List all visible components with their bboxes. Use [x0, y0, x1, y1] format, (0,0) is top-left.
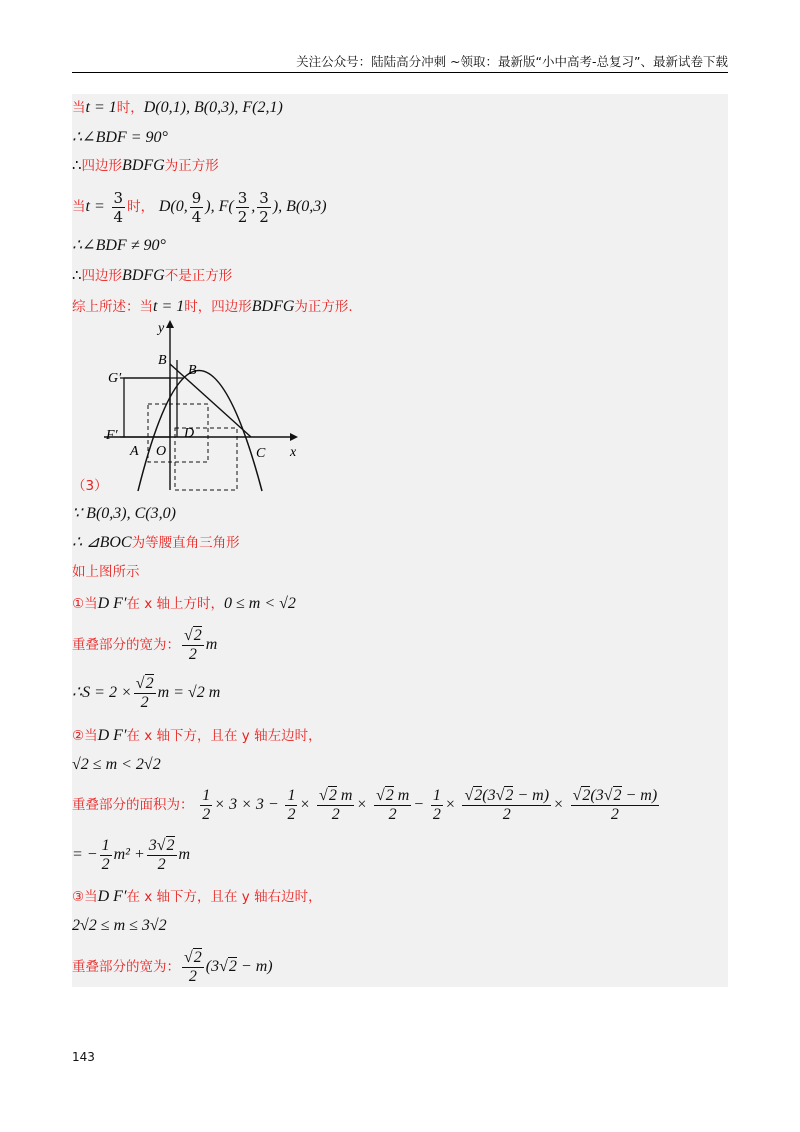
parabola-figure	[100, 320, 300, 492]
x-axis-arrow	[290, 433, 298, 441]
page-header	[72, 52, 728, 73]
page-number: 143	[72, 1050, 95, 1064]
case-2-range: √2 ≤ m < 2√2	[72, 756, 161, 773]
frac-3-4: $\frac{3}{4}$	[113, 188, 124, 226]
case-2-area: 重叠部分的面积为： $\frac{1}{2}$ × 3 × 3 − $\frac{1}{2}$ × $\frac{√2 m}{2}$ × $\frac{√2 m}{2}$ − $\frac{1}{2}$ × $\frac{√2(3√2 - m)}{2}$ × $\frac{√2(3√2 - m)}{2}$	[72, 786, 658, 823]
line-summary: 综上所述：当t = 1时，四边形BDFG为正方形.	[72, 298, 353, 315]
case-1-condition: ①当D F′在 x 轴上方时，0 ≤ m < √2	[72, 595, 296, 612]
solution-content	[72, 94, 728, 987]
line-t1: 当t = 1时，D(0,1), B(0,3), F(2,1)	[72, 99, 283, 116]
line-t34: 当t = $\frac{3}{4}$ 时， D(0, $\frac{9}{4}$ ), F( $\frac{3}{2}$ , $\frac{3}{2}$ ), B(0,3)	[72, 188, 327, 226]
case-2-result: = − $\frac{1}{2}$ m² + $\frac{3√2}{2}$ m	[72, 836, 191, 873]
case-2-condition: ②当D F′在 x 轴下方，且在 y 轴左边时，	[72, 727, 322, 744]
line-square: ∴四边形BDFG为正方形	[72, 156, 219, 174]
label-d: D	[184, 426, 195, 441]
label-c: C	[256, 446, 266, 461]
y-axis-arrow	[166, 320, 174, 328]
line-bc-coords: ∵ B(0,3), C(3,0)	[72, 505, 176, 522]
case-1-width: 重叠部分的宽为： $\frac{√2}{2}$ m	[72, 626, 218, 663]
line-as-shown: 如上图所示	[72, 564, 140, 580]
line-not-square: ∴四边形BDFG不是正方形	[72, 266, 233, 284]
label-b1: B	[158, 353, 167, 368]
label-o: O	[156, 444, 167, 459]
label-f: F′	[106, 428, 118, 443]
case-3-range: 2√2 ≤ m ≤ 3√2	[72, 917, 167, 934]
label-a: A	[130, 444, 139, 459]
label-y: y	[158, 321, 165, 336]
header-text: 关注公众号：陆陆高分冲刺 ~领取：最新版“小中高考-总复习”、最新试卷下载	[296, 54, 728, 69]
part-3-label: （3）	[72, 478, 108, 494]
case-3-width: 重叠部分的宽为： $\frac{√2}{2}$ (3√2 − m)	[72, 948, 273, 985]
label-b2: B	[188, 363, 197, 378]
square-gf	[124, 378, 170, 437]
line-isosceles: ∴ ⊿BOC为等腰直角三角形	[72, 534, 240, 551]
case-3-condition: ③当D F′在 x 轴下方，且在 y 轴右边时，	[72, 888, 322, 905]
label-x: x	[290, 445, 297, 460]
line-angle-not-90: ∴∠BDF ≠ 90°	[72, 237, 166, 254]
label-g: G′	[108, 371, 122, 386]
line-angle-90: ∴∠BDF = 90°	[72, 129, 168, 146]
case-1-area: ∴S = 2 × $\frac{√2}{2}$ m = √2 m	[72, 674, 221, 711]
